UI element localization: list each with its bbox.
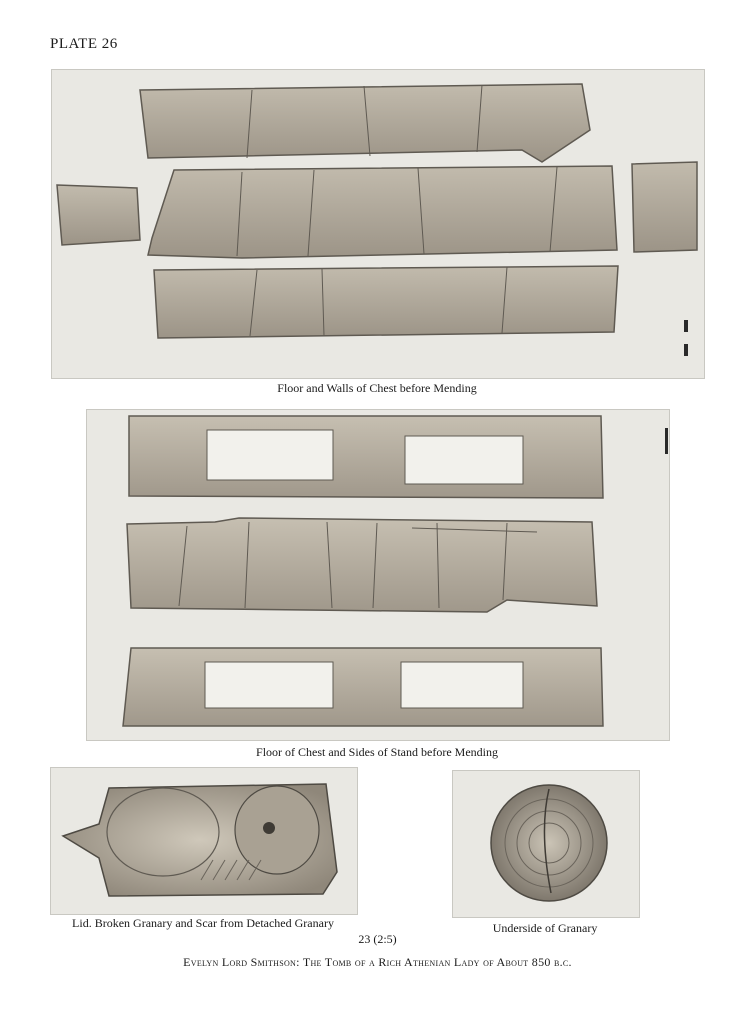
chest-fragments-illustration [52,70,704,378]
page-number: 23 (2:5) [358,932,397,946]
caption-chest-before-mending: Floor and Walls of Chest before Mending [277,381,477,395]
floor-and-stand-sides-illustration [87,410,669,740]
photo-chest-before-mending [51,69,705,379]
lid-with-granary-illustration [51,768,357,914]
footer-credit: Evelyn Lord Smithson: The Tomb of a Rich Athenian Lady of About 850 b.c. [183,955,572,969]
plate-label: PLATE 26 [50,36,118,52]
photo-underside-granary [452,770,640,918]
photo-lid-broken-granary [50,767,358,915]
granary-underside-illustration [453,771,639,917]
caption-underside-granary: Underside of Granary [492,921,598,935]
caption-floor-and-sides: Floor of Chest and Sides of Stand before Mending [256,745,498,759]
photo-floor-and-sides [86,409,670,741]
caption-lid-broken-granary: Lid. Broken Granary and Scar from Detached Granary [72,916,334,930]
